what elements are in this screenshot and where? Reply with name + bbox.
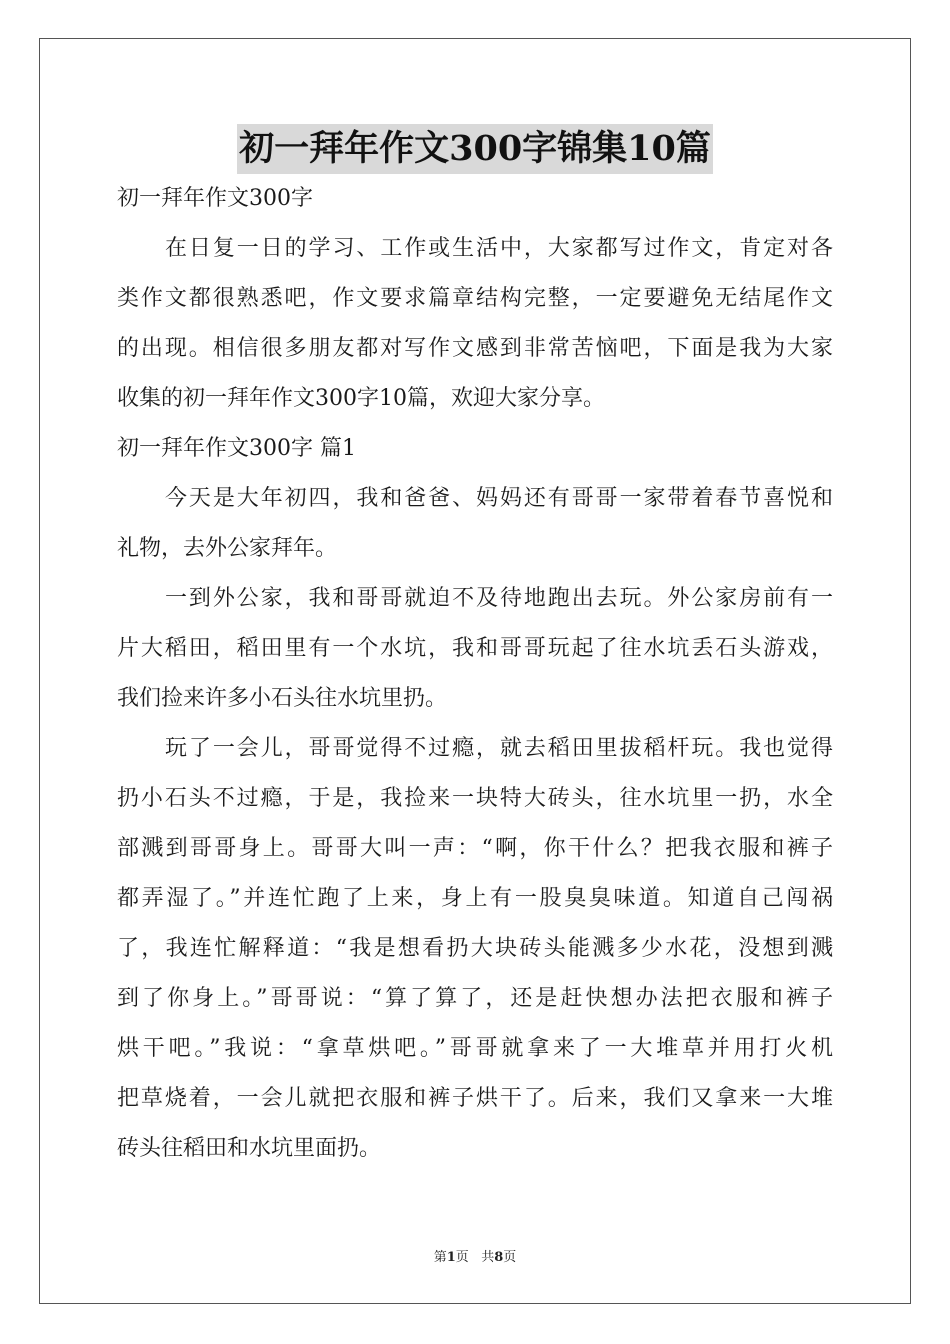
- total-suffix: 页: [503, 1250, 517, 1265]
- page-prefix: 第: [433, 1250, 447, 1265]
- text-line: 今天是大年初四，我和爸爸、妈妈还有哥哥一家带着春节喜悦和: [165, 486, 833, 511]
- text-line: 把草烧着，一会儿就把衣服和裤子烘干了。后来，我们又拿来一大堆: [117, 1086, 833, 1111]
- text-line: 烘干吧。”我说：“拿草烘吧。”哥哥就拿来了一大堆草并用打火机: [117, 1036, 833, 1061]
- text-line: 类作文都很熟悉吧，作文要求篇章结构完整，一定要避免无结尾作文: [117, 286, 833, 311]
- text-line: 初一拜年作文300字 篇1: [117, 436, 356, 461]
- total-page-number: 8: [494, 1250, 504, 1265]
- page-footer: [0, 1246, 950, 1265]
- text-line: 砖头往稻田和水坑里面扔。: [117, 1136, 382, 1161]
- text-line: 部溅到哥哥身上。哥哥大叫一声：“啊，你干什么？把我衣服和裤子: [117, 836, 833, 861]
- text-line: 一到外公家，我和哥哥就迫不及待地跑出去玩。外公家房前有一: [165, 586, 833, 611]
- text-line: 扔小石头不过瘾，于是，我捡来一块特大砖头，往水坑里一扔，水全: [117, 786, 833, 811]
- text-line: 片大稻田，稻田里有一个水坑，我和哥哥玩起了往水坑丢石头游戏，: [117, 636, 833, 661]
- text-line: 在日复一日的学习、工作或生活中，大家都写过作文，肯定对各: [165, 236, 833, 261]
- text-line: 都弄湿了。”并连忙跑了上来，身上有一股臭臭味道。知道自己闯祸: [117, 886, 833, 911]
- text-line: 初一拜年作文300字: [117, 186, 313, 211]
- text-line: 礼物，去外公家拜年。: [117, 536, 338, 561]
- current-page-number: 1: [446, 1250, 456, 1265]
- text-line: 玩了一会儿，哥哥觉得不过瘾，就去稻田里拔稻杆玩。我也觉得: [165, 736, 833, 761]
- page-suffix: 页: [455, 1250, 469, 1265]
- document-title: 初一拜年作文300字锦集10篇: [237, 124, 713, 174]
- title-container: [0, 124, 950, 174]
- text-line: 了，我连忙解释道：“我是想看扔大块砖头能溅多少水花，没想到溅: [117, 936, 833, 961]
- document-body: [117, 174, 833, 1174]
- text-line: 到了你身上。”哥哥说：“算了算了，还是赶快想办法把衣服和裤子: [117, 986, 833, 1011]
- text-line: 的出现。相信很多朋友都对写作文感到非常苦恼吧，下面是我为大家: [117, 336, 833, 361]
- text-line: 收集的初一拜年作文300字10篇，欢迎大家分享。: [117, 386, 605, 411]
- text-line: 我们捡来许多小石头往水坑里扔。: [117, 686, 448, 711]
- total-prefix: 共: [481, 1250, 495, 1265]
